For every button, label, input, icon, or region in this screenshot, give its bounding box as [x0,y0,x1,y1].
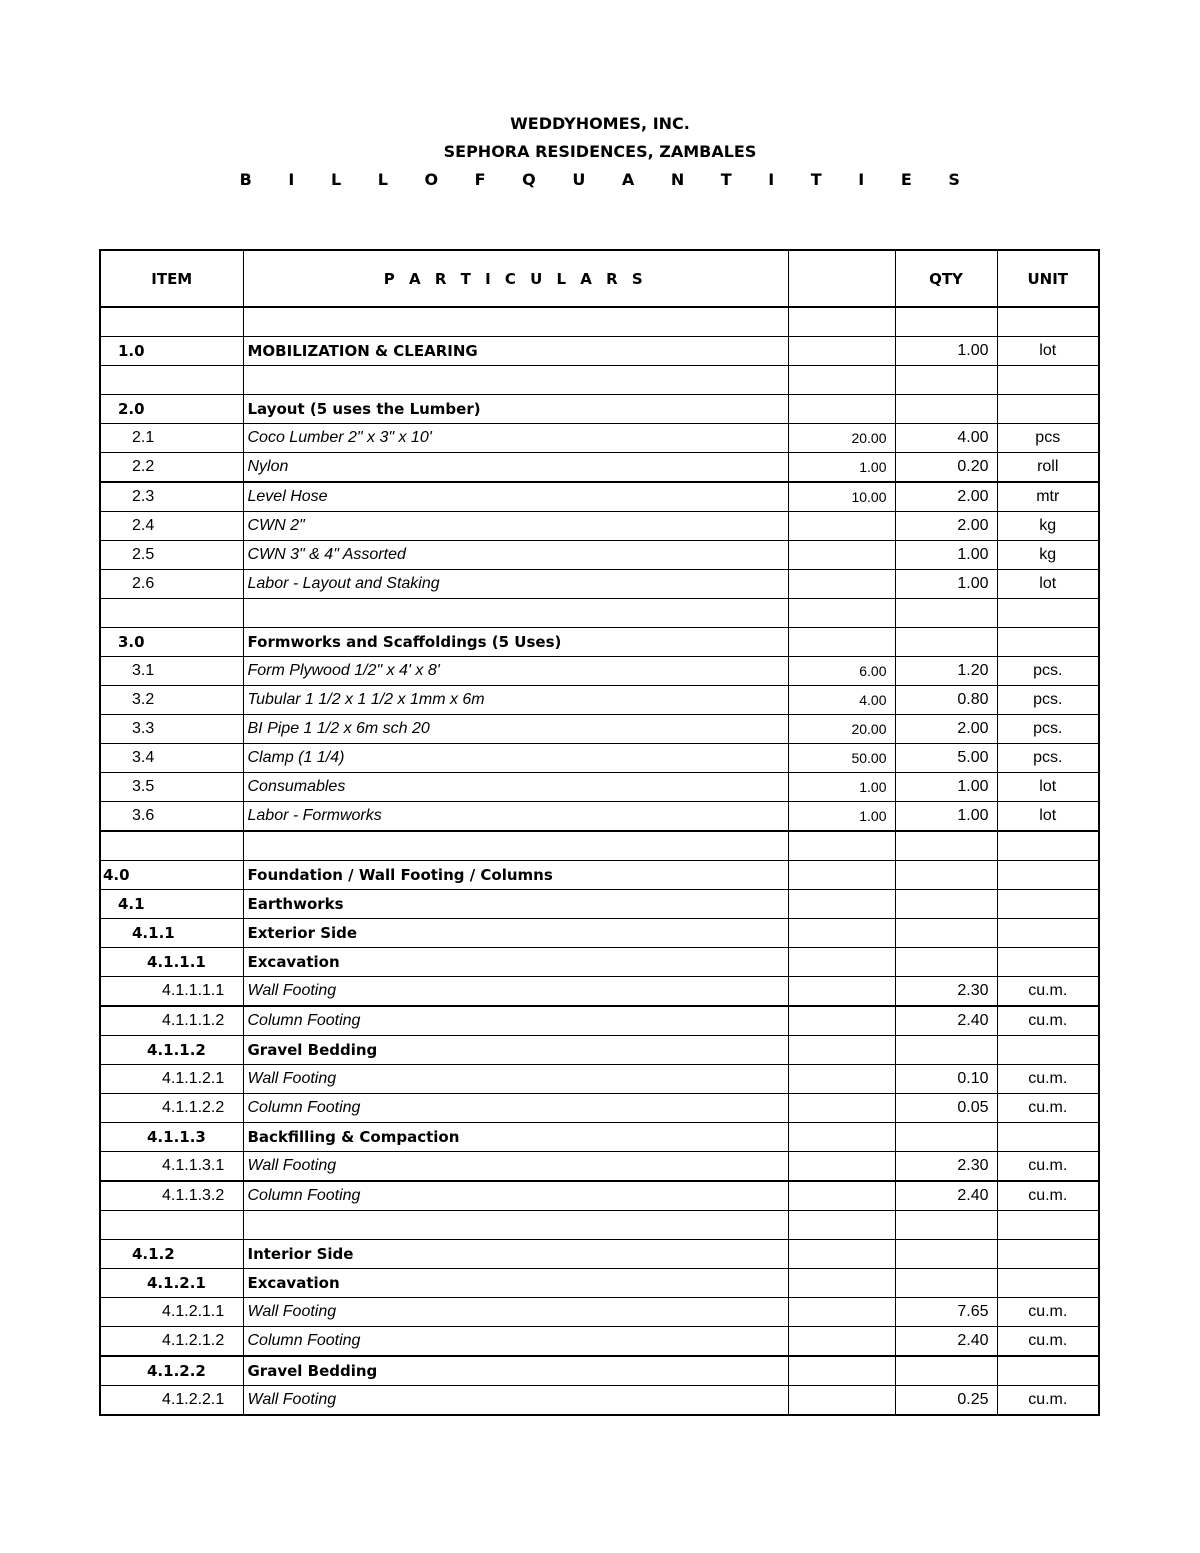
column-header-item: ITEM [100,250,243,307]
qty-cell: 0.80 [895,686,997,715]
item-cell: 4.1 [100,890,243,919]
qty-cell: 2.30 [895,1152,997,1182]
column-header-qty: QTY [895,250,997,307]
unit-cell [997,919,1099,948]
unit-cell: pcs. [997,715,1099,744]
particulars-cell: MOBILIZATION & CLEARING [243,337,788,366]
reference-qty-cell [788,1152,895,1182]
item-cell: 2.2 [100,453,243,483]
qty-cell [895,307,997,337]
bill-of-quantities-table [99,249,1100,1416]
qty-cell: 0.05 [895,1094,997,1123]
particulars-cell [243,831,788,861]
unit-cell [997,831,1099,861]
reference-qty-cell [788,541,895,570]
unit-cell: pcs. [997,744,1099,773]
table-body [100,307,1099,1415]
qty-cell: 5.00 [895,744,997,773]
unit-cell [997,1036,1099,1065]
unit-cell [997,1269,1099,1298]
item-cell: 4.1.2.1 [100,1269,243,1298]
unit-cell: cu.m. [997,1327,1099,1357]
unit-cell: cu.m. [997,1181,1099,1211]
item-cell: 3.6 [100,802,243,832]
item-cell [100,307,243,337]
item-cell: 2.4 [100,512,243,541]
blank-row [100,366,1099,395]
item-cell: 4.1.1.3.2 [100,1181,243,1211]
table-row [100,1065,1099,1094]
qty-cell [895,861,997,890]
table-row [100,715,1099,744]
item-cell: 2.6 [100,570,243,599]
reference-qty-cell: 6.00 [788,657,895,686]
unit-cell [997,366,1099,395]
qty-cell: 1.00 [895,570,997,599]
unit-cell [997,1356,1099,1386]
unit-cell: pcs. [997,686,1099,715]
qty-cell [895,628,997,657]
qty-cell: 2.40 [895,1181,997,1211]
reference-qty-cell [788,395,895,424]
particulars-cell: Column Footing [243,1006,788,1036]
qty-cell: 2.00 [895,715,997,744]
reference-qty-cell [788,831,895,861]
reference-qty-cell: 1.00 [788,802,895,832]
unit-cell: cu.m. [997,1006,1099,1036]
qty-cell: 2.40 [895,1327,997,1357]
blank-row [100,307,1099,337]
particulars-cell: Gravel Bedding [243,1356,788,1386]
item-cell: 1.0 [100,337,243,366]
item-cell: 4.1.1 [100,919,243,948]
unit-cell: cu.m. [997,1094,1099,1123]
table-row [100,628,1099,657]
reference-qty-cell [788,919,895,948]
particulars-cell: Column Footing [243,1094,788,1123]
item-cell: 4.1.2.1.1 [100,1298,243,1327]
column-header-particulars: P A R T I C U L A R S [243,250,788,307]
particulars-cell: BI Pipe 1 1/2 x 6m sch 20 [243,715,788,744]
qty-cell: 0.20 [895,453,997,483]
item-cell: 4.1.1.3.1 [100,1152,243,1182]
reference-qty-cell: 1.00 [788,453,895,483]
table-row [100,1240,1099,1269]
particulars-cell: Interior Side [243,1240,788,1269]
particulars-cell: Column Footing [243,1181,788,1211]
particulars-cell: Form Plywood 1/2" x 4' x 8' [243,657,788,686]
qty-cell: 2.40 [895,1006,997,1036]
unit-cell [997,861,1099,890]
reference-qty-cell: 20.00 [788,424,895,453]
particulars-cell [243,1211,788,1240]
particulars-cell: CWN 3" & 4" Assorted [243,541,788,570]
unit-cell: lot [997,773,1099,802]
reference-qty-cell [788,512,895,541]
qty-cell: 1.20 [895,657,997,686]
particulars-cell: Labor - Formworks [243,802,788,832]
reference-qty-cell [788,948,895,977]
item-cell [100,599,243,628]
unit-cell: lot [997,570,1099,599]
table-row [100,744,1099,773]
qty-cell [895,919,997,948]
item-cell [100,366,243,395]
qty-cell [895,890,997,919]
table-row [100,948,1099,977]
particulars-cell [243,307,788,337]
item-cell: 3.0 [100,628,243,657]
company-name: WEDDYHOMES, INC. [510,114,690,133]
reference-qty-cell [788,599,895,628]
particulars-cell: Nylon [243,453,788,483]
unit-cell: cu.m. [997,1386,1099,1416]
table-row [100,1152,1099,1182]
qty-cell: 2.00 [895,482,997,512]
unit-cell: kg [997,541,1099,570]
document-title: B I L L O F Q U A N T I T I E S [239,170,976,189]
item-cell [100,1211,243,1240]
unit-cell [997,948,1099,977]
unit-cell: cu.m. [997,1298,1099,1327]
reference-qty-cell: 20.00 [788,715,895,744]
unit-cell [997,890,1099,919]
qty-cell [895,599,997,628]
table-row [100,657,1099,686]
project-name: SEPHORA RESIDENCES, ZAMBALES [443,142,757,161]
reference-qty-cell [788,1240,895,1269]
qty-cell [895,366,997,395]
reference-qty-cell [788,570,895,599]
qty-cell: 1.00 [895,802,997,832]
table-row [100,1327,1099,1357]
item-cell: 3.1 [100,657,243,686]
particulars-cell: CWN 2" [243,512,788,541]
unit-cell [997,307,1099,337]
particulars-cell: Tubular 1 1/2 x 1 1/2 x 1mm x 6m [243,686,788,715]
unit-cell: roll [997,453,1099,483]
unit-cell: pcs [997,424,1099,453]
reference-qty-cell [788,1094,895,1123]
table-row [100,802,1099,832]
qty-cell: 1.00 [895,337,997,366]
table-row [100,337,1099,366]
table-row [100,1269,1099,1298]
qty-cell [895,948,997,977]
table-row [100,482,1099,512]
reference-qty-cell [788,861,895,890]
item-cell: 4.1.2.2 [100,1356,243,1386]
reference-qty-cell [788,1123,895,1152]
reference-qty-cell [788,366,895,395]
qty-cell [895,1269,997,1298]
reference-qty-cell [788,628,895,657]
table-row [100,541,1099,570]
particulars-cell: Backfilling & Compaction [243,1123,788,1152]
table-header-row [100,250,1099,307]
column-header-ref [788,250,895,307]
qty-cell [895,1211,997,1240]
reference-qty-cell [788,337,895,366]
table-row [100,453,1099,483]
reference-qty-cell [788,890,895,919]
unit-cell: cu.m. [997,1152,1099,1182]
item-cell: 3.3 [100,715,243,744]
qty-cell: 1.00 [895,773,997,802]
particulars-cell: Formworks and Scaffoldings (5 Uses) [243,628,788,657]
unit-cell: cu.m. [997,1065,1099,1094]
item-cell: 3.5 [100,773,243,802]
particulars-cell: Labor - Layout and Staking [243,570,788,599]
particulars-cell: Layout (5 uses the Lumber) [243,395,788,424]
table-row [100,395,1099,424]
table-row [100,977,1099,1007]
unit-cell [997,628,1099,657]
reference-qty-cell [788,1181,895,1211]
unit-cell [997,599,1099,628]
document-header [0,110,1200,194]
qty-cell: 0.10 [895,1065,997,1094]
table-row [100,1181,1099,1211]
particulars-cell: Exterior Side [243,919,788,948]
particulars-cell [243,599,788,628]
qty-cell: 7.65 [895,1298,997,1327]
qty-cell: 1.00 [895,541,997,570]
item-cell: 3.2 [100,686,243,715]
particulars-cell: Earthworks [243,890,788,919]
reference-qty-cell [788,1327,895,1357]
table-row [100,1006,1099,1036]
qty-cell [895,1123,997,1152]
item-cell: 2.3 [100,482,243,512]
reference-qty-cell: 4.00 [788,686,895,715]
item-cell: 2.5 [100,541,243,570]
particulars-cell: Column Footing [243,1327,788,1357]
particulars-cell: Wall Footing [243,1386,788,1416]
reference-qty-cell [788,1065,895,1094]
particulars-cell: Level Hose [243,482,788,512]
reference-qty-cell: 10.00 [788,482,895,512]
qty-cell [895,395,997,424]
table-row [100,1356,1099,1386]
qty-cell: 2.00 [895,512,997,541]
particulars-cell: Gravel Bedding [243,1036,788,1065]
table-row [100,686,1099,715]
particulars-cell: Consumables [243,773,788,802]
item-cell [100,831,243,861]
table-row [100,1298,1099,1327]
item-cell: 4.0 [100,861,243,890]
item-cell: 4.1.1.1 [100,948,243,977]
item-cell: 4.1.1.3 [100,1123,243,1152]
qty-cell [895,1356,997,1386]
blank-row [100,599,1099,628]
table-row [100,919,1099,948]
unit-cell: lot [997,337,1099,366]
unit-cell [997,1240,1099,1269]
particulars-cell: Wall Footing [243,1152,788,1182]
particulars-cell: Wall Footing [243,977,788,1007]
qty-cell [895,1036,997,1065]
table-row [100,424,1099,453]
reference-qty-cell [788,307,895,337]
particulars-cell: Excavation [243,1269,788,1298]
unit-cell: mtr [997,482,1099,512]
reference-qty-cell [788,1036,895,1065]
qty-cell [895,1240,997,1269]
reference-qty-cell [788,1356,895,1386]
table-row [100,512,1099,541]
table-row [100,1036,1099,1065]
unit-cell: lot [997,802,1099,832]
item-cell: 3.4 [100,744,243,773]
particulars-cell: Wall Footing [243,1298,788,1327]
qty-cell: 4.00 [895,424,997,453]
unit-cell [997,1211,1099,1240]
table-row [100,1123,1099,1152]
item-cell: 4.1.2 [100,1240,243,1269]
item-cell: 4.1.1.2.2 [100,1094,243,1123]
qty-cell: 0.25 [895,1386,997,1416]
column-header-unit: UNIT [997,250,1099,307]
item-cell: 4.1.1.2 [100,1036,243,1065]
item-cell: 4.1.2.2.1 [100,1386,243,1416]
reference-qty-cell [788,1211,895,1240]
qty-cell: 2.30 [895,977,997,1007]
unit-cell: pcs. [997,657,1099,686]
unit-cell [997,1123,1099,1152]
particulars-cell: Coco Lumber 2" x 3" x 10' [243,424,788,453]
table-row [100,773,1099,802]
table-row [100,570,1099,599]
item-cell: 2.0 [100,395,243,424]
particulars-cell [243,366,788,395]
unit-cell [997,395,1099,424]
table-row [100,1386,1099,1416]
table-row [100,890,1099,919]
reference-qty-cell [788,1269,895,1298]
reference-qty-cell: 1.00 [788,773,895,802]
particulars-cell: Foundation / Wall Footing / Columns [243,861,788,890]
table-row [100,1094,1099,1123]
reference-qty-cell [788,1386,895,1416]
blank-row [100,1211,1099,1240]
particulars-cell: Excavation [243,948,788,977]
unit-cell: kg [997,512,1099,541]
item-cell: 4.1.1.1.2 [100,1006,243,1036]
reference-qty-cell [788,1006,895,1036]
unit-cell: cu.m. [997,977,1099,1007]
item-cell: 4.1.1.1.1 [100,977,243,1007]
item-cell: 4.1.2.1.2 [100,1327,243,1357]
qty-cell [895,831,997,861]
item-cell: 2.1 [100,424,243,453]
reference-qty-cell [788,977,895,1007]
blank-row [100,831,1099,861]
particulars-cell: Clamp (1 1/4) [243,744,788,773]
item-cell: 4.1.1.2.1 [100,1065,243,1094]
table-row [100,861,1099,890]
reference-qty-cell: 50.00 [788,744,895,773]
particulars-cell: Wall Footing [243,1065,788,1094]
reference-qty-cell [788,1298,895,1327]
